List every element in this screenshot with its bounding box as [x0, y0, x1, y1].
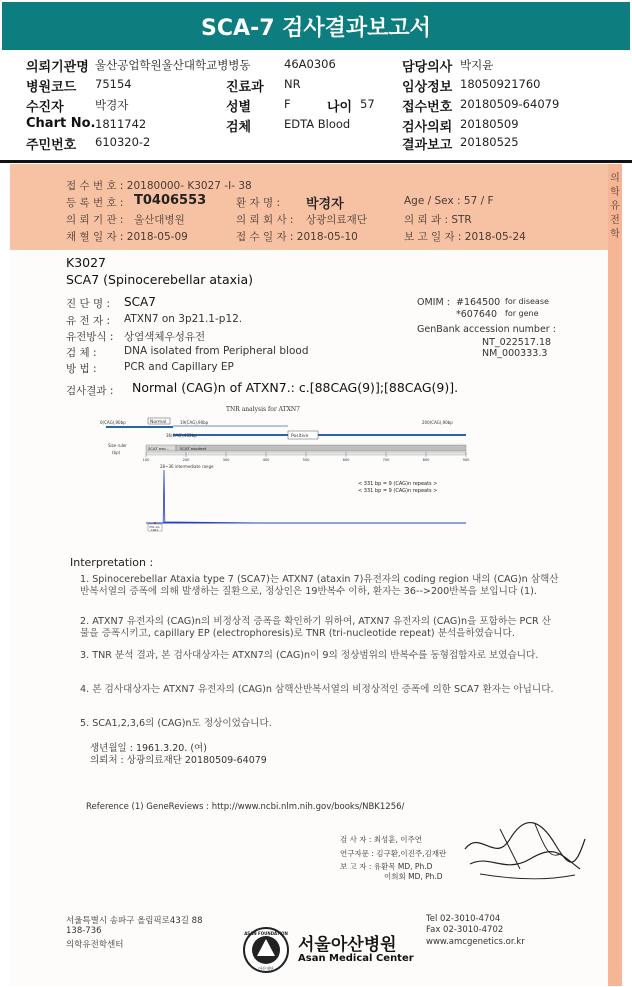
accession-label: 접수번호 [402, 100, 453, 115]
genbank-nt: NT_022517.18 [482, 337, 552, 348]
peak-sub-label: 1061 [151, 528, 159, 532]
sample-value: DNA isolated from Peripheral blood [124, 345, 309, 357]
examiner: 검 사 자 : 최성훈, 이주연 [340, 835, 423, 844]
normal-range-label: Normal [150, 420, 167, 425]
gene-value: ATXN7 on 3p21.1-p12. [124, 313, 243, 325]
size-ruler-label: Size ruler [108, 443, 127, 448]
institution-value: 울산공업학원울산대학교병병동 [95, 58, 251, 72]
doc-patient-value: 박경자 [306, 197, 344, 212]
accession-value: 20180509-64079 [460, 97, 560, 111]
report-label: 결과보고 [402, 138, 453, 153]
clinical-label: 임상정보 [402, 80, 453, 95]
referrer-value: 상광의료재단 [306, 214, 367, 226]
omim-label: OMIM : [417, 297, 450, 308]
exon-bar-2 [176, 445, 466, 451]
hospital-code-label: 병원코드 [26, 80, 77, 95]
omim-gene-note: for gene [505, 309, 539, 318]
exon-bar-1-label: SCAT exo... [148, 446, 170, 451]
reporter: 보 고 자 : 유환목 MD, Ph.D [340, 862, 433, 871]
age-sex: Age / Sex : 57 / F [404, 195, 494, 207]
side-char: 전 [610, 215, 620, 226]
specimen-value: EDTA Blood [284, 117, 351, 131]
address-3: 의학유전학센터 [66, 940, 124, 950]
electropherogram-trace [146, 470, 466, 523]
exon-bar-2-label: SCAT exodeet [180, 446, 207, 451]
chart-title: TNR analysis for ATXN7 [226, 406, 300, 413]
test-code: K3027 [66, 255, 107, 270]
tel: Tel 02-3010-4704 [426, 914, 501, 924]
interpretation-title: Interpretation : [70, 556, 154, 569]
diag-value: SCA7 [124, 295, 156, 309]
sex-label: 성별 [226, 100, 252, 115]
pos4-label: 200(CAG),90bp [422, 420, 453, 425]
chart-no-label: Chart No. [26, 116, 96, 131]
researcher: 연구자문 : 김구환,이진주,김재란 [340, 849, 447, 858]
collect-date: 채 혈 일 자 : 2018-05-09 [66, 231, 188, 243]
intermediate-label: 28~36 intermediate range [160, 464, 214, 469]
side-label [608, 172, 622, 242]
interp-paragraph-2: 2. ATXN7 유전자의 (CAG)n의 비정상적 증폭을 확인하기 위하여, ATXN7 유전자의 (CAG)n을 포함하는 PCR 산물을 증폭시키고, capillary EP (electrophoresis)로 TNR (tri-nucleotide repeat) 분석을하였습니다. [80, 616, 552, 639]
dept-label: 진료과 [226, 80, 264, 95]
report-title: SCA-7 검사결과보고서 [2, 2, 630, 50]
doc-dept: 의 뢰 과 : STR [404, 214, 472, 226]
inherit-label: 유전방식 : [66, 331, 114, 343]
hospital-seal [242, 926, 290, 974]
receipt-number: 접 수 번 호 : 20180000- K3027 -I- 38 [66, 180, 252, 192]
client: 의뢰처 : 상광의료재단 20180509-64079 [90, 755, 267, 766]
address-2: 138-736 [66, 926, 102, 936]
id-label: 주민번호 [26, 138, 77, 153]
header-divider [0, 160, 632, 163]
positive-label: Positive [291, 434, 309, 439]
axis-tick-label: 300 [222, 458, 230, 462]
hospital-name-en: Asan Medical Center [298, 953, 414, 964]
patient-label: 수진자 [26, 100, 64, 115]
axis-tick-label: 100 [142, 458, 150, 462]
legend-line-1: < 331 bp = 9 (CAG)n repeats > [358, 481, 438, 487]
genbank-label: GenBank accession number : [417, 324, 556, 335]
report-date: 보 고 일 자 : 2018-05-24 [404, 231, 526, 243]
doctor-value: 박지윤 [460, 58, 494, 72]
side-char: 의 [610, 173, 620, 184]
address-1: 서울특별시 송파구 올림픽로43길 88 [66, 916, 203, 926]
reg-no-label: 등 록 번 호 : [66, 197, 124, 209]
side-char: 학 [610, 229, 620, 240]
tnr-chart [88, 402, 480, 532]
clinical-value: 18050921760 [460, 77, 541, 91]
axis-tick-label: 400 [262, 458, 270, 462]
hospital-code-value: 75154 [95, 77, 132, 91]
specimen-label: 검체 [226, 120, 252, 135]
omim-gene: *607640 [456, 309, 498, 320]
interp-paragraph-3: 3. TNR 분석 결과, 본 검사대상자는 ATXN7의 (CAG)n이 9의 정상범위의 반복수를 동형접합자로 보였습니다. [80, 650, 539, 661]
doc-patient-label: 환 자 명 : [236, 197, 280, 209]
diag-label: 진 단 명 : [66, 298, 110, 310]
axis-tick-label: 700 [382, 458, 390, 462]
axis-tick-label: 500 [302, 458, 310, 462]
interp-paragraph-5: 5. SCA1,2,3,6의 (CAG)n도 정상이었습니다. [80, 718, 272, 729]
interp-paragraph-1: 1. Spinocerebellar Ataxia type 7 (SCA7)는 ATXN7 (ataxin 7)유전자의 coding region 내의 (CAG)n 삼핵산 반복서열의 증폭에 의해 발생하는 질환으로, 정상인은 19반복수 이하, 환자는 36-->200반복을 보입니다 (1). [80, 574, 559, 597]
legend-line-2: < 331 bp = 9 (CAG)n repeats > [358, 488, 438, 494]
org-label: 의 뢰 기 관 : [66, 214, 124, 226]
dept-value: NR [284, 77, 301, 91]
result-label: 검사결과 : [66, 385, 114, 397]
genbank-nm: NM_000333.3 [482, 348, 548, 359]
pos1-label: 0(CAG),90bp [100, 420, 126, 425]
org-value: 울산대병원 [134, 214, 185, 226]
doctor-label: 담당의사 [402, 60, 453, 75]
seal-bottom-text: 아산재단 [258, 966, 274, 971]
omim-disease: #164500 [456, 297, 501, 308]
chart-no-value: 1811742 [95, 117, 147, 131]
omim-disease-note: for disease [505, 297, 549, 306]
pos2-label: 19(CAG),90bp [180, 420, 209, 425]
request-label: 검사의뢰 [402, 120, 453, 135]
hospital-name: 서울아산병원 [298, 935, 397, 955]
axis-tick-label: 800 [422, 458, 430, 462]
birth-date: 생년월일 : 1961.3.20. (여) [90, 743, 207, 754]
reporter-2: 이희회 MD, Ph.D [384, 872, 443, 881]
age-label: 나이 [327, 100, 353, 115]
sample-label: 검 체 : [66, 347, 97, 359]
reg-no-value: T0406553 [134, 193, 207, 208]
pos3-label: 36(CAG),432bp [166, 433, 197, 438]
sex-value: F [284, 97, 291, 111]
side-char: 유 [610, 201, 620, 212]
age-value: 57 [360, 97, 375, 111]
method-value: PCR and Capillary EP [124, 361, 234, 373]
bp-label: (bp) [112, 450, 121, 455]
peak-label: 331 bp [149, 525, 160, 529]
axis-tick-label: 900 [462, 458, 470, 462]
inherit-value: 상염색체우성유전 [124, 331, 206, 343]
interp-paragraph-4: 4. 본 검사대상자는 ATXN7 유전자의 (CAG)n 삼핵산반복서열의 비정상적인 증폭에 의한 SCA7 환자는 아닙니다. [80, 684, 554, 695]
id-value: 610320-2 [95, 135, 151, 149]
patient-value: 박경자 [95, 98, 129, 112]
institution-label: 의뢰기관명 [26, 60, 89, 75]
patient-info-table [0, 52, 632, 158]
axis-tick-label: 200 [182, 458, 190, 462]
method-label: 방 법 : [66, 363, 97, 375]
report-value: 20180525 [460, 135, 519, 149]
receive-date: 접 수 일 자 : 2018-05-10 [236, 231, 358, 243]
axis-tick-label: 600 [342, 458, 350, 462]
side-char: 학 [610, 187, 620, 198]
result-value: Normal (CAG)n of ATXN7.: c.[88CAG(9)];[88CAG(9)]. [132, 380, 459, 395]
scanned-report [10, 164, 622, 986]
test-name: SCA7 (Spinocerebellar ataxia) [66, 272, 254, 287]
reference: Reference (1) GeneReviews : http://www.ncbi.nlm.nih.gov/books/NBK1256/ [86, 802, 405, 812]
gene-label: 유 전 자 : [66, 315, 110, 327]
request-value: 20180509 [460, 117, 519, 131]
referrer-label: 의 뢰 회 사 : [236, 214, 294, 226]
signature [460, 809, 590, 884]
website: www.amcgenetics.or.kr [426, 937, 525, 947]
seal-top-text: ASAN FOUNDATION [244, 931, 288, 936]
fax: Fax 02-3010-4702 [426, 925, 504, 935]
institution-code: 46A0306 [284, 57, 336, 71]
